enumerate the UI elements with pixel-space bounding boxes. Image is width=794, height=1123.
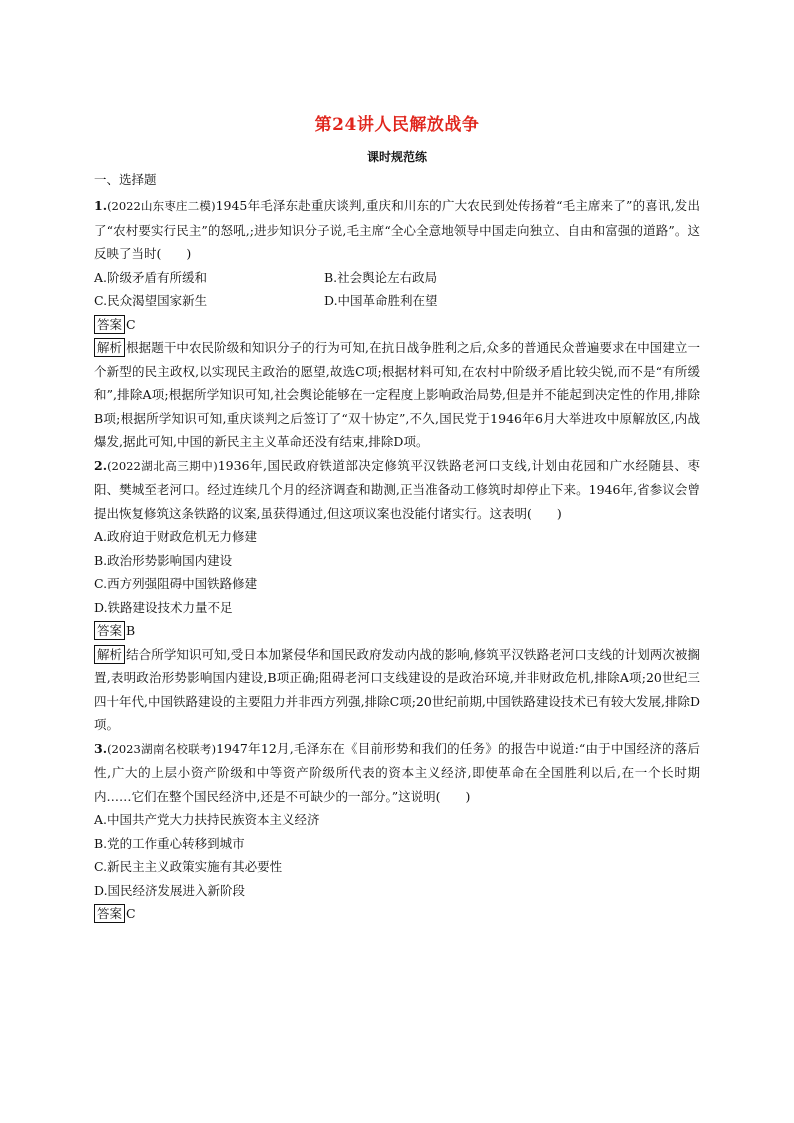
option-a: A.中国共产党大力扶持民族资本主义经济 [94,812,320,827]
option-d: D.中国革命胜利在望 [324,293,438,308]
page-title: 第24讲人民解放战争 [314,115,480,135]
question-number: 2. [94,457,108,473]
option-a: A.阶级矛盾有所缓和 [94,269,208,285]
section-heading: 一、选择题 [94,172,157,187]
option-c: C.民众渴望国家新生 [94,293,208,308]
question-text: 1936年,国民政府铁道部决定修筑平汉铁路老河口支线,计划由花园和广水经随县、枣阳、樊城至老河口。经过连续几个月的经济调查和勘测,正当准备动工修筑时却停止下来。1946年,省参议会曾提出恢复修筑这条铁路的议案,虽获得通过,但这项议案也没能付诸实行。这表明( ) [94,457,700,521]
analysis-paragraph [94,336,700,454]
option-b: B.社会舆论左右政局 [324,269,438,285]
analysis-tag: 解析 [94,338,125,357]
question-source: (2023湖南名校联考) [107,741,217,756]
answer-line [94,313,700,337]
question-number: 1. [94,198,108,213]
answer-tag: 答案 [94,621,125,640]
page-subtitle: 课时规范练 [366,150,427,164]
question-text: 1947年12月,毛泽东在《目前形势和我们的任务》的报告中说道:“由于中国经济的落后性,广大的上层小资产阶级和中等资产阶级所代表的资本主义经济,即使革命在全国胜利以后,在一个长时期内……它们在整个国民经济中,还是不可缺少的一部分。”这说明( ) [94,740,700,804]
option-c: C.西方列强阻碍中国铁路修建 [94,576,258,591]
questions-content [94,194,700,926]
option-d: D.国民经济发展进入新阶段 [94,882,246,898]
option-b: B.政治形势影响国内建设 [94,552,233,568]
option-b: B.党的工作重心转移到城市 [94,835,245,851]
answer-value: C [126,906,136,921]
answer-tag: 答案 [94,315,125,334]
option-a: A.政府迫于财政危机无力修建 [94,529,258,544]
question-3 [94,737,700,926]
option-c: C.新民主主义政策实施有其必要性 [94,859,283,874]
analysis-tag: 解析 [94,645,125,664]
question-stem [94,454,700,526]
answer-value: C [126,316,136,332]
answer-line [94,619,700,643]
analysis-text: 结合所学知识可知,受日本加紧侵华和国民政府发动内战的影响,修筑平汉铁路老河口支线的计划两次被搁置,表明政治形势影响国内建设,B项正确;阻碍老河口支线建设的是政治环境,并非财政危机,排除A项;20世纪三四十年代,中国铁路建设的主要阻力并非西方列强,排除C项;20世纪前期,中国铁路建设技术已有较大发展,排除D项。 [94,646,700,732]
question-number: 3. [94,740,108,756]
question-text: 1945年毛泽东赴重庆谈判,重庆和川东的广大农民到处传扬着“毛主席来了”的喜讯,发出了“农村要实行民主”的怒吼,;进步知识分子说,毛主席“全心全意地领导中国走向独立、自由和富强的道路”。这反映了当时( ) [94,198,700,261]
answer-tag: 答案 [94,904,125,923]
analysis-paragraph [94,643,700,737]
answer-line [94,902,700,926]
question-source: (2022湖北高三期中) [107,458,218,473]
question-source: (2022山东枣庄二模) [107,199,216,213]
option-d: D.铁路建设技术力量不足 [94,599,233,615]
question-stem [94,194,700,266]
question-1 [94,194,700,454]
question-stem [94,737,700,809]
answer-value: B [126,623,136,638]
analysis-text: 根据题干中农民阶级和知识分子的行为可知,在抗日战争胜利之后,众多的普通民众普遍要求在中国建立一个新型的民主政权,以实现民主政治的愿望,故选C项;根据材料可知,在农村中阶级矛盾比较尖锐,而不是“有所缓和”,排除A项;根据所学知识可知,社会舆论能够在一定程度上影响政治局势,但是并不能起到决定性的作用,排除B项;根据所学知识可知,重庆谈判之后签订了“双十协定”,不久,国民党于1946年6月大举进攻中原解放区,内战爆发,据此可知,中国的新民主主义革命还没有结束,排除D项。 [94,340,700,449]
question-2 [94,454,700,737]
